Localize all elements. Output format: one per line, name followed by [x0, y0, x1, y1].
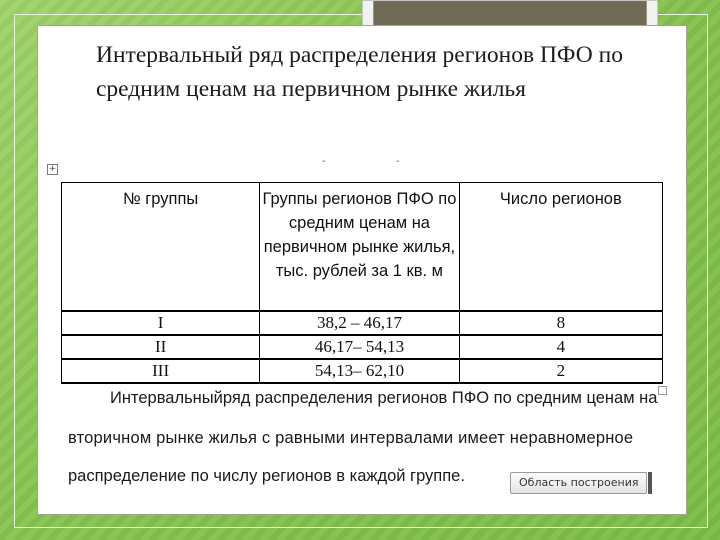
caption-line-1: Интервальныйряд распределения регионов ПФО по средним ценам на: [110, 389, 658, 407]
table-row: [62, 311, 663, 335]
cell-group-number: II: [62, 335, 260, 359]
column-header-price-groups: Группы регионов ПФО по средним ценам на первичном рынке жилья, тыс. рублей за 1 кв. м: [260, 183, 459, 312]
table-row: [62, 359, 663, 383]
ruler-tick: -: [396, 156, 400, 167]
cell-price-range: 46,17– 54,13: [260, 335, 459, 359]
ruler-tick: -: [322, 156, 326, 167]
data-table: [61, 182, 663, 384]
table-row: [62, 335, 663, 359]
column-header-region-count: Число регионов: [459, 183, 662, 312]
cell-group-number: I: [62, 311, 260, 335]
caption-line-3: распределение по числу регионов в каждой группе.: [68, 467, 465, 485]
cell-region-count: 2: [459, 359, 662, 383]
slide-title: Интервальный ряд распределения регионов ПФО по средним ценам на первичном рынке жилья: [96, 42, 623, 102]
caption-line-2: вторичном рынке жилья с равными интервалами имеет неравномерное: [68, 429, 634, 447]
column-header-group-number: № группы: [62, 183, 260, 312]
cell-group-number: III: [62, 359, 260, 383]
chart-area-tooltip[interactable]: Область построения: [510, 472, 647, 494]
cell-region-count: 8: [459, 311, 662, 335]
cell-price-range: 38,2 – 46,17: [260, 311, 459, 335]
cell-region-count: 4: [459, 335, 662, 359]
table-header-row: [62, 183, 663, 312]
cell-price-range: 54,13– 62,10: [260, 359, 459, 383]
table-move-handle-icon[interactable]: +: [48, 164, 57, 174]
table-resize-handle-icon[interactable]: [658, 386, 667, 395]
